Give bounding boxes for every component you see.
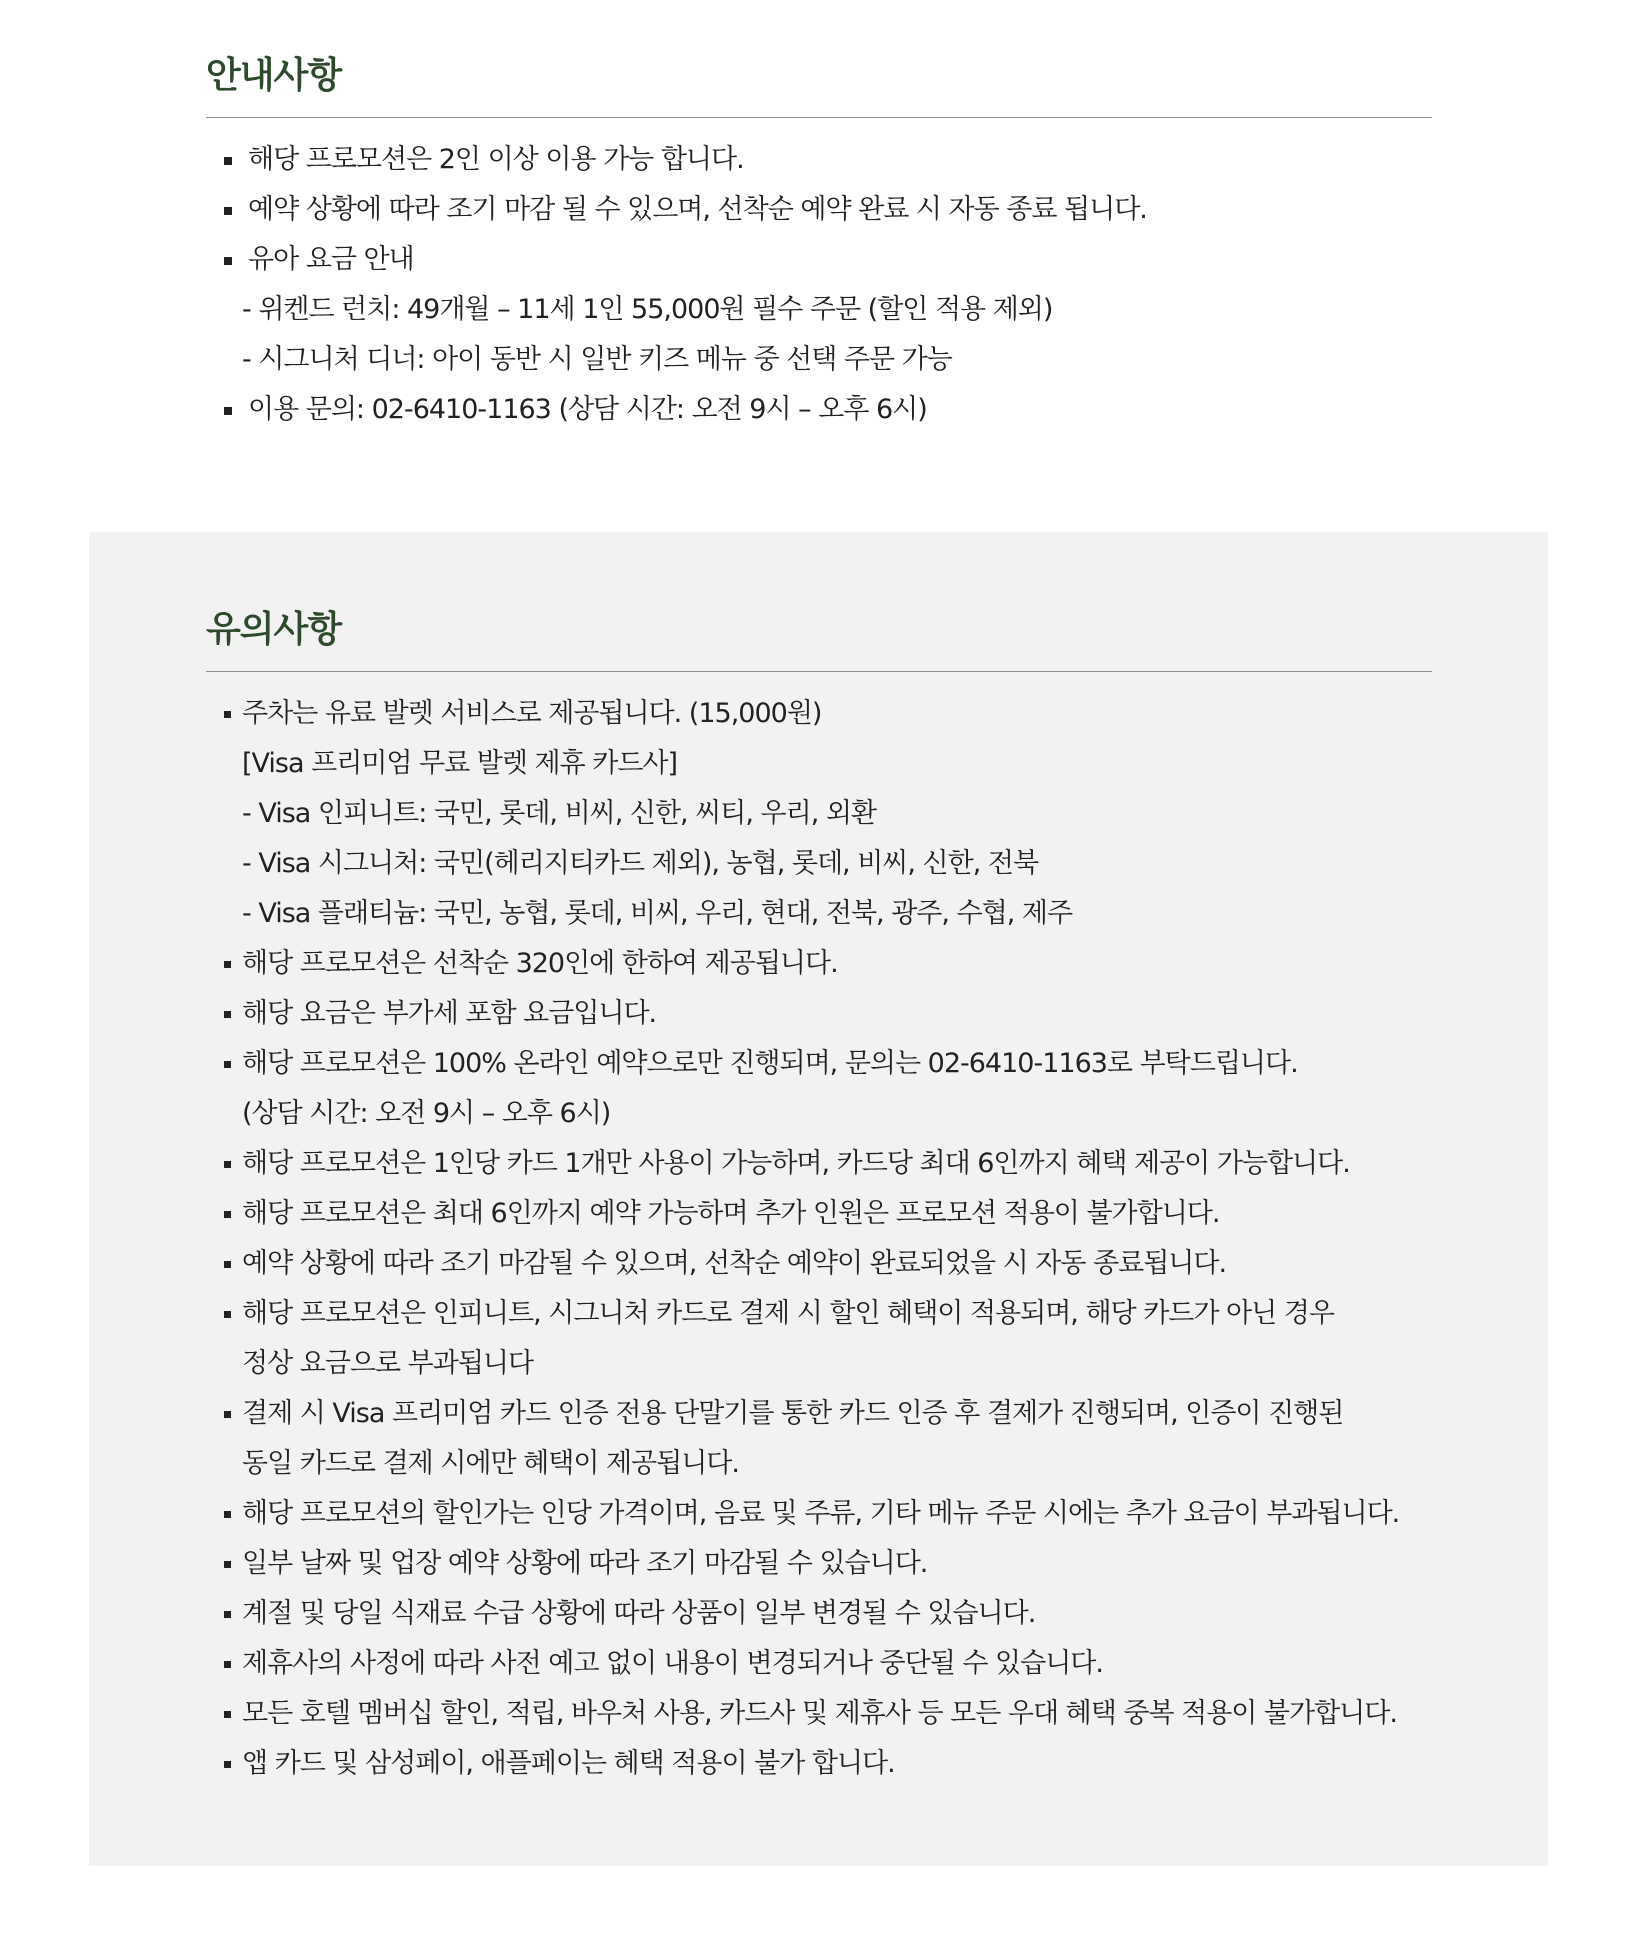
caution-subitem: 동일 카드로 결제 시에만 혜택이 제공됩니다. — [242, 1448, 739, 1479]
caution-item: 앱 카드 및 삼성페이, 애플페이는 혜택 적용이 불가 합니다. — [206, 1739, 1432, 1789]
info-item: 해당 프로모션은 2인 이상 이용 가능 합니다. — [206, 135, 1432, 185]
caution-section — [89, 532, 1548, 1866]
caution-item: 해당 프로모션은 1인당 카드 1개만 사용이 가능하며, 카드당 최대 6인까지 혜택 제공이 가능합니다. — [206, 1139, 1432, 1189]
caution-item: 해당 프로모션은 최대 6인까지 예약 가능하며 추가 인원은 프로모션 적용이 불가합니다. — [206, 1189, 1432, 1239]
caution-item: 해당 프로모션은 선착순 320인에 한하여 제공됩니다. — [206, 939, 1432, 989]
info-item: 이용 문의: 02-6410-1163 (상담 시간: 오전 9시 – 오후 6시) — [206, 385, 1432, 435]
caution-list — [206, 689, 1432, 1789]
caution-subitem: [Visa 프리미엄 무료 발렛 제휴 카드사] — [242, 748, 678, 779]
caution-subitem: - Visa 플래티늄: 국민, 농협, 롯데, 비씨, 우리, 현대, 전북, 광주, 수협, 제주 — [242, 898, 1073, 929]
info-item: 예약 상황에 따라 조기 마감 될 수 있으며, 선착순 예약 완료 시 자동 종료 됩니다. — [206, 185, 1432, 235]
caution-item: 제휴사의 사정에 따라 사전 예고 없이 내용이 변경되거나 중단될 수 있습니다. — [206, 1639, 1432, 1689]
caution-section-title: 유의사항 — [206, 594, 1432, 672]
caution-item: 해당 프로모션은 100% 온라인 예약으로만 진행되며, 문의는 02-6410-1163로 부탁드립니다. — [206, 1039, 1432, 1089]
caution-item: 예약 상황에 따라 조기 마감될 수 있으며, 선착순 예약이 완료되었을 시 자동 종료됩니다. — [206, 1239, 1432, 1289]
caution-subitem: 정상 요금으로 부과됩니다 — [242, 1348, 534, 1379]
caution-item: 결제 시 Visa 프리미엄 카드 인증 전용 단말기를 통한 카드 인증 후 결제가 진행되며, 인증이 진행된 — [206, 1389, 1432, 1439]
info-item: 유아 요금 안내 — [206, 235, 1432, 285]
info-list — [206, 135, 1432, 435]
caution-item: 해당 프로모션은 인피니트, 시그니처 카드로 결제 시 할인 혜택이 적용되며, 해당 카드가 아닌 경우 — [206, 1289, 1432, 1339]
info-subitem: - 시그니처 디너: 아이 동반 시 일반 키즈 메뉴 중 선택 주문 가능 — [242, 344, 952, 375]
caution-subitem: - Visa 시그니처: 국민(헤리지티카드 제외), 농협, 롯데, 비씨, 신한, 전북 — [242, 848, 1039, 879]
info-subitem: - 위켄드 런치: 49개월 – 11세 1인 55,000원 필수 주문 (할인 적용 제외) — [242, 294, 1053, 325]
caution-item: 주차는 유료 발렛 서비스로 제공됩니다. (15,000원) — [206, 689, 1432, 739]
info-section — [206, 40, 1432, 435]
caution-content — [206, 594, 1432, 1789]
caution-item: 계절 및 당일 식재료 수급 상황에 따라 상품이 일부 변경될 수 있습니다. — [206, 1589, 1432, 1639]
caution-subitem: - Visa 인피니트: 국민, 롯데, 비씨, 신한, 씨티, 우리, 외환 — [242, 798, 877, 829]
caution-item: 해당 요금은 부가세 포함 요금입니다. — [206, 989, 1432, 1039]
caution-item: 일부 날짜 및 업장 예약 상황에 따라 조기 마감될 수 있습니다. — [206, 1539, 1432, 1589]
caution-subitem: (상담 시간: 오전 9시 – 오후 6시) — [242, 1098, 611, 1129]
info-section-title: 안내사항 — [206, 40, 1432, 118]
caution-item: 해당 프로모션의 할인가는 인당 가격이며, 음료 및 주류, 기타 메뉴 주문 시에는 추가 요금이 부과됩니다. — [206, 1489, 1432, 1539]
caution-item: 모든 호텔 멤버십 할인, 적립, 바우처 사용, 카드사 및 제휴사 등 모든 우대 혜택 중복 적용이 불가합니다. — [206, 1689, 1432, 1739]
